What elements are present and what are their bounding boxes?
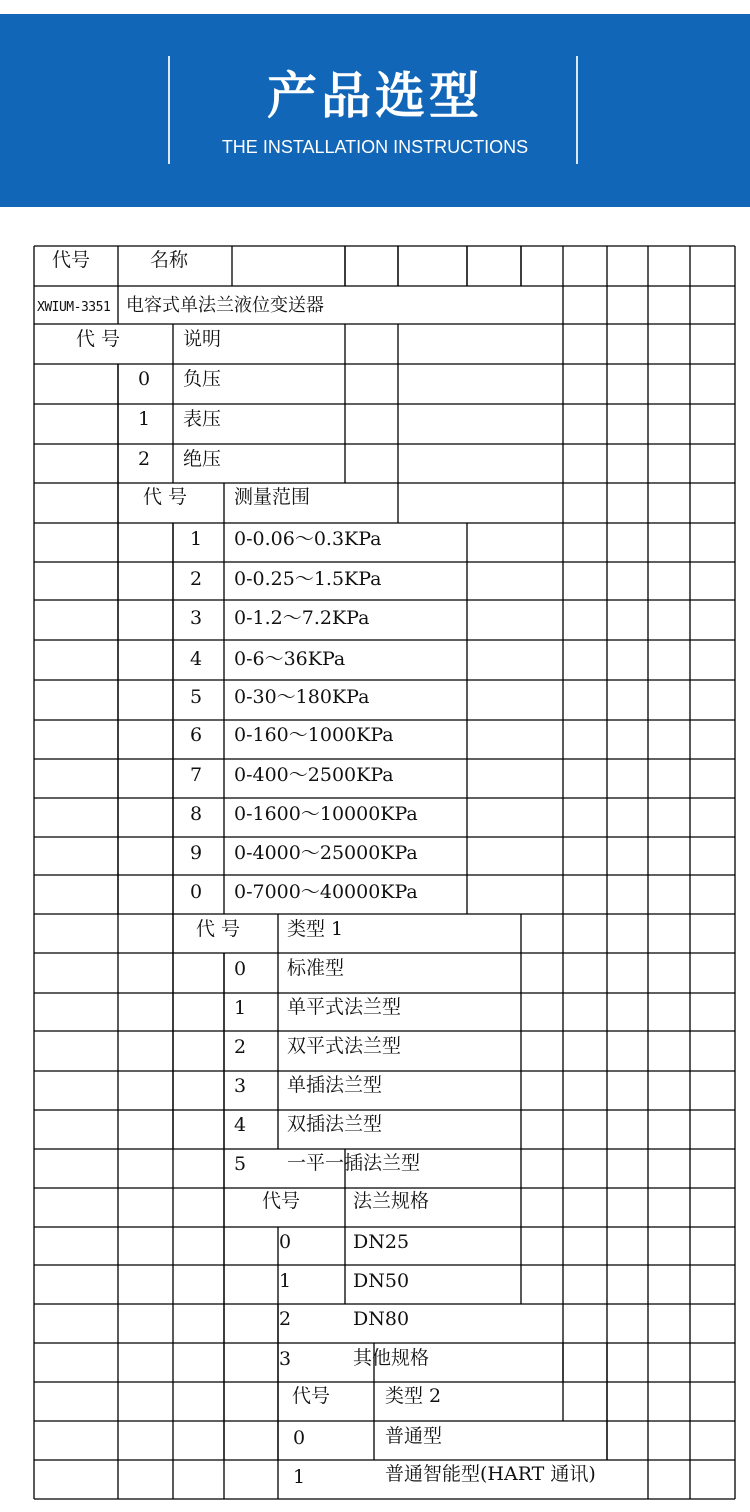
sec5-code-1: 1 [293,1466,306,1488]
sec2-label-0: 0-0.06～0.3KPa [234,528,382,550]
sec2-label-9: 0-7000～40000KPa [234,881,418,903]
sec4-code-header: 代号 [262,1190,301,1212]
sec4-code-2: 2 [279,1308,292,1330]
sec2-label-6: 0-400～2500KPa [234,764,394,786]
sec5-label-0: 普通型 [385,1425,443,1447]
sec5-label-1: 普通智能型(HART 通讯) [385,1463,596,1485]
sec3-code-header: 代 号 [196,918,241,940]
sec2-label-3: 0-6～36KPa [234,648,346,670]
sec4-code-0: 0 [279,1231,292,1253]
sec4-header: 法兰规格 [353,1190,430,1212]
model-description: 电容式单法兰液位变送器 [126,295,324,316]
table-code-title: 代号 [52,249,91,271]
sec1-label-0: 负压 [183,368,222,390]
sec5-header: 类型 2 [385,1385,442,1407]
sec4-code-3: 3 [279,1348,292,1370]
sec3-header: 类型 1 [287,918,344,940]
sec3-code-4: 4 [234,1114,247,1136]
sec2-label-8: 0-4000～25000KPa [234,842,418,864]
sec4-label-3: 其他规格 [353,1347,430,1369]
table-name-title: 名称 [150,249,189,271]
sec1-code-2: 2 [138,448,151,470]
sec2-code-9: 0 [190,881,203,903]
sec5-code-0: 0 [293,1427,306,1449]
sec3-code-0: 0 [234,958,247,980]
sec2-label-2: 0-1.2～7.2KPa [234,607,370,629]
sec3-code-1: 1 [234,997,247,1019]
sec1-label-2: 绝压 [183,448,222,470]
sec4-label-0: DN25 [353,1231,410,1253]
sec3-label-5: 一平一插法兰型 [287,1152,421,1174]
sec1-code-header: 代 号 [76,328,121,350]
sec3-label-1: 单平式法兰型 [287,996,402,1018]
sec2-label-7: 0-1600～10000KPa [234,803,418,825]
sec2-code-3: 4 [190,648,203,670]
sec1-code-1: 1 [138,408,151,430]
sec2-label-1: 0-0.25～1.5KPa [234,568,382,590]
sec3-code-2: 2 [234,1036,247,1058]
sec3-code-5: 5 [234,1153,247,1175]
sec2-code-2: 3 [190,607,203,629]
sec1-code-0: 0 [138,368,151,390]
sec2-label-4: 0-30～180KPa [234,686,370,708]
sec3-code-3: 3 [234,1075,247,1097]
sec2-code-6: 7 [190,764,203,786]
sec2-code-1: 2 [190,568,203,590]
sec2-code-5: 6 [190,724,203,746]
sec3-label-0: 标准型 [287,957,345,979]
sec2-code-header: 代 号 [143,486,188,508]
sec4-label-2: DN80 [353,1308,410,1330]
sec3-label-3: 单插法兰型 [287,1074,383,1096]
sec1-header: 说明 [183,328,222,350]
sec2-code-7: 8 [190,803,203,825]
sec5-code-header: 代号 [292,1385,331,1407]
sec2-header: 测量范围 [234,486,311,508]
page-subtitle: THE INSTALLATION INSTRUCTIONS [221,137,529,157]
sec4-code-1: 1 [279,1270,292,1292]
sec2-code-8: 9 [190,842,203,864]
sec2-code-0: 1 [190,528,203,550]
sec3-label-2: 双平式法兰型 [287,1035,402,1057]
sec2-code-4: 5 [190,686,203,708]
sec1-label-1: 表压 [183,408,222,430]
sec4-label-1: DN50 [353,1270,410,1292]
page-title: 产品选型 [267,67,483,125]
sec2-label-5: 0-160～1000KPa [234,724,394,746]
sec3-label-4: 双插法兰型 [287,1113,383,1135]
model-number: XWIUM-3351 [37,300,111,315]
